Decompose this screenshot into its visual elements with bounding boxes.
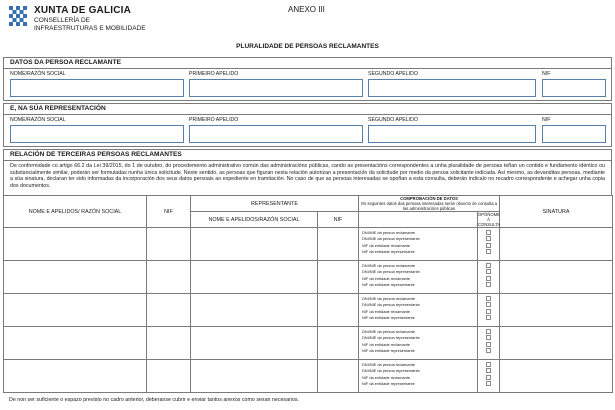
oppose-checkbox[interactable] — [486, 329, 491, 334]
consult-item-label: DNI/NIE da persoa representante — [362, 302, 420, 308]
oppose-checkbox[interactable] — [486, 269, 491, 274]
col-header-data-check — [359, 196, 500, 212]
oppose-checkbox[interactable] — [486, 263, 491, 268]
org-name: XUNTA DE GALICIA — [34, 5, 132, 16]
claimant-section — [3, 57, 612, 101]
consult-item-label: NIF da entidade reclamante — [362, 308, 411, 314]
claimant-surname2-label: SEGUNDO APELIDO — [368, 71, 418, 77]
row-oppose-cell — [478, 261, 500, 294]
consult-item-label: NIF da entidade reclamante — [362, 242, 411, 248]
consult-item-label: DNI/NIE da persoa reclamante — [362, 329, 415, 334]
claimant-section-title: DATOS DA PERSOA RECLAMANTE — [10, 59, 121, 66]
row-name-cell[interactable] — [4, 294, 147, 327]
rep-nif-label: NIF — [542, 117, 551, 123]
oppose-checkbox[interactable] — [486, 348, 491, 353]
divider — [4, 114, 611, 115]
consult-item-label: DNI/NIE da persoa reclamante — [362, 263, 415, 268]
row-name-cell[interactable] — [4, 261, 147, 294]
relation-section — [3, 149, 612, 196]
divider — [4, 68, 611, 69]
col-header-representative: REPRESENTANTE — [191, 196, 359, 212]
row-consult-cell — [359, 261, 478, 294]
row-rep-name-cell[interactable] — [191, 360, 318, 393]
relation-legal-text: De conformidade co artigo 66.2 da Lei 39/2015, do 1 de outubro, do procedemento administrativo común das administracións públicas, cando as presentacións correspondentes a unha pluralidade de persoas teñan un contido e fundamento idéntico ou substancialmente similar, poderán ser formuladas nunha única solicitude. Neste sentido, as persoas que figuran nesta relación autorizan a presentación da solicitude por medio da persoa solicitante indicada. Así mesmo, as devanditas persoas, mediante a súa sinatura, declaran ter sido informadas da incorporación dos seus datos persoais ao expediente en tramitación. No caso de que as persoas interesadas se opoñan a esta consulta, deberán indicalo no recadro correspondente e achegar unha copia dos documentos. — [10, 163, 605, 189]
row-rep-nif-cell[interactable] — [318, 327, 359, 360]
organization-block — [34, 5, 146, 32]
consult-item-label: NIF da entidade representante — [362, 315, 415, 321]
row-rep-nif-cell[interactable] — [318, 294, 359, 327]
row-rep-nif-cell[interactable] — [318, 261, 359, 294]
oppose-checkbox[interactable] — [486, 368, 491, 373]
row-nif-cell[interactable] — [147, 261, 191, 294]
oppose-checkbox[interactable] — [486, 375, 491, 380]
data-check-subtitle: Os seguintes datos das persoas interesadas serán obxecto de consulta a las administracións públicas — [360, 201, 498, 211]
rep-name-label: NOME/RAZÓN SOCIAL — [10, 117, 66, 123]
claimant-nif-input[interactable] — [542, 79, 606, 97]
row-oppose-cell — [478, 228, 500, 261]
row-signature-cell[interactable] — [500, 360, 613, 393]
row-signature-cell[interactable] — [500, 261, 613, 294]
rep-surname2-input[interactable] — [368, 125, 536, 143]
row-nif-cell[interactable] — [147, 294, 191, 327]
row-rep-name-cell[interactable] — [191, 228, 318, 261]
col-header-rep-nif: NIF — [318, 212, 359, 228]
row-name-cell[interactable] — [4, 327, 147, 360]
consult-item-label: DNI/NIE da persoa representante — [362, 236, 420, 242]
consult-item-label: DNI/NIE da persoa reclamante — [362, 362, 415, 367]
table-row — [4, 360, 613, 393]
org-dept-line1: CONSELLERÍA DE — [34, 17, 90, 24]
consult-item-label: DNI/NIE da persoa reclamante — [362, 296, 415, 301]
consult-item-label: DNI/NIE da persoa representante — [362, 368, 420, 374]
oppose-checkbox[interactable] — [486, 342, 491, 347]
row-signature-cell[interactable] — [500, 327, 613, 360]
row-name-cell[interactable] — [4, 360, 147, 393]
row-rep-name-cell[interactable] — [191, 261, 318, 294]
annex-label: ANEXO III — [288, 5, 325, 14]
claimant-surname2-input[interactable] — [368, 79, 536, 97]
col-header-signature: SINATURA — [500, 196, 613, 228]
xunta-logo-icon — [8, 5, 28, 29]
oppose-checkbox[interactable] — [486, 249, 491, 254]
col-header-blank — [359, 212, 478, 228]
consult-item-label: NIF da entidade representante — [362, 282, 415, 288]
row-signature-cell[interactable] — [500, 228, 613, 261]
claimant-name-input[interactable] — [10, 79, 184, 97]
consult-item-label: NIF da entidade reclamante — [362, 275, 411, 281]
oppose-checkbox[interactable] — [486, 282, 491, 287]
consult-item-label: DNI/NIE da persoa reclamante — [362, 230, 415, 235]
row-consult-cell — [359, 228, 478, 261]
relation-section-title: RELACIÓN DE TERCEIRAS PERSOAS RECLAMANTES — [10, 151, 182, 158]
oppose-checkbox[interactable] — [486, 230, 491, 235]
row-oppose-cell — [478, 327, 500, 360]
consult-item-label: DNI/NIE da persoa representante — [362, 269, 420, 275]
oppose-checkbox[interactable] — [486, 296, 491, 301]
consult-item-label: DNI/NIE da persoa representante — [362, 335, 420, 341]
rep-name-input[interactable] — [10, 125, 184, 143]
third-parties-table — [3, 195, 613, 393]
representative-section-title: E, NA SÚA REPRESENTACIÓN — [10, 105, 106, 112]
oppose-checkbox[interactable] — [486, 315, 491, 320]
consult-item-label: NIF da entidade reclamante — [362, 374, 411, 380]
claimant-name-label: NOME/RAZÓN SOCIAL — [10, 71, 66, 77]
footnote: De non ser suficiente o espazo previsto no cadro anterior, deberanse cubrir e enviar tantos anexos como sexan necesarios. — [9, 397, 300, 403]
consult-item-label: NIF da entidade representante — [362, 348, 415, 354]
row-nif-cell[interactable] — [147, 360, 191, 393]
row-consult-cell — [359, 294, 478, 327]
row-consult-cell — [359, 360, 478, 393]
oppose-checkbox[interactable] — [486, 243, 491, 248]
table-row — [4, 261, 613, 294]
consult-item-label: NIF da entidade representante — [362, 381, 415, 387]
oppose-checkbox[interactable] — [486, 362, 491, 367]
col-header-nif: NIF — [147, 196, 191, 228]
rep-nif-input[interactable] — [542, 125, 606, 143]
rep-surname1-input[interactable] — [189, 125, 363, 143]
col-header-oppose: OPÓÑOME Á CONSULTA — [478, 212, 501, 227]
oppose-checkbox[interactable] — [486, 302, 491, 307]
row-rep-name-cell[interactable] — [191, 294, 318, 327]
table-row — [4, 228, 613, 261]
page-header — [8, 3, 608, 37]
table-row — [4, 327, 613, 360]
row-signature-cell[interactable] — [500, 294, 613, 327]
row-nif-cell[interactable] — [147, 327, 191, 360]
row-consult-cell — [359, 327, 478, 360]
oppose-checkbox[interactable] — [486, 381, 491, 386]
row-nif-cell[interactable] — [147, 228, 191, 261]
rep-surname2-label: SEGUNDO APELIDO — [368, 117, 418, 123]
consult-item-label: NIF da entidade reclamante — [362, 341, 411, 347]
row-oppose-cell — [478, 360, 500, 393]
oppose-checkbox[interactable] — [486, 276, 491, 281]
claimant-surname1-input[interactable] — [189, 79, 363, 97]
representative-section — [3, 103, 612, 147]
row-rep-nif-cell[interactable] — [318, 360, 359, 393]
document-title: PLURALIDADE DE PERSOAS RECLAMANTES — [236, 43, 379, 50]
col-header-name: NOME E APELIDOS/ RAZÓN SOCIAL — [4, 196, 147, 228]
row-rep-name-cell[interactable] — [191, 327, 318, 360]
row-oppose-cell — [478, 294, 500, 327]
col-header-rep-name: NOME E APELIDOS/RAZÓN SOCIAL — [191, 212, 318, 228]
oppose-checkbox[interactable] — [486, 335, 491, 340]
oppose-checkbox[interactable] — [486, 309, 491, 314]
consult-item-label: NIF da entidade representante — [362, 249, 415, 255]
rep-surname1-label: PRIMEIRO APELIDO — [189, 117, 239, 123]
claimant-nif-label: NIF — [542, 71, 551, 77]
data-check-title: COMPROBACIÓN DE DATOS — [400, 196, 458, 201]
org-dept-line2: INFRAESTRUTURAS E MOBILIDADE — [34, 25, 146, 32]
oppose-checkbox[interactable] — [486, 236, 491, 241]
row-rep-nif-cell[interactable] — [318, 228, 359, 261]
row-name-cell[interactable] — [4, 228, 147, 261]
table-row — [4, 294, 613, 327]
claimant-surname1-label: PRIMEIRO APELIDO — [189, 71, 239, 77]
